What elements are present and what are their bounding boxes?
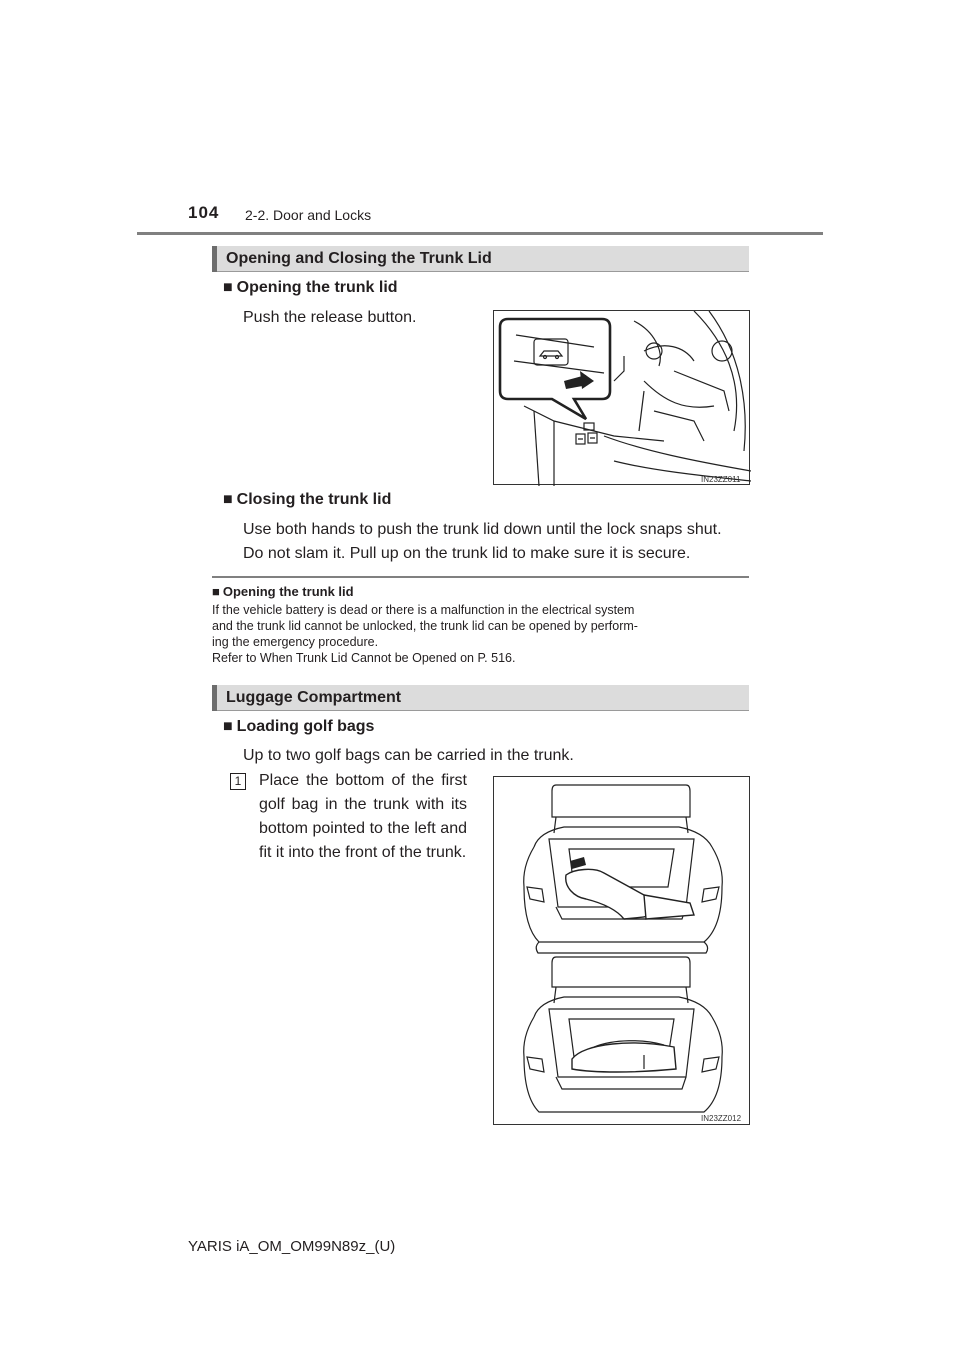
section-bar-trunk-lid: [212, 246, 749, 272]
bullet-square-icon: ■: [223, 279, 233, 296]
figure-code: IN23ZZ012: [701, 1114, 742, 1123]
trunk-golf-bags-illustration: [494, 777, 751, 1126]
note-heading-text: Opening the trunk lid: [222, 584, 354, 599]
note-line: ing the emergency procedure.: [212, 635, 379, 649]
subheading-opening: [223, 279, 398, 297]
closing-instruction-line1: Use both hands to push the trunk lid down until the lock snaps shut.: [243, 521, 722, 538]
golf-bags-intro-text: Up to two golf bags can be carried in the trunk.: [243, 747, 574, 764]
step-text: Place the bottom of the first golf bag in the trunk with its bottom pointed to the left and fit it into the front of the trunk.: [259, 772, 467, 861]
subheading-golf-bags: [223, 718, 374, 736]
opening-instruction: Push the release button.: [243, 309, 417, 326]
section-title: Opening and Closing the Trunk Lid: [226, 250, 492, 267]
bullet-square-icon: ■: [212, 584, 220, 599]
subheading-text: Loading golf bags: [236, 718, 375, 735]
note-heading: [212, 584, 354, 599]
figure-golf-bags: [493, 776, 750, 1125]
figure-code: IN23ZZ011: [701, 475, 741, 484]
note-line: If the vehicle battery is dead or there is a malfunction in the electrical system: [212, 603, 635, 617]
subheading-text: Closing the trunk lid: [236, 491, 392, 508]
page-number: 104: [188, 203, 220, 222]
subheading-closing: [223, 491, 391, 509]
section-bar-luggage: [212, 685, 749, 711]
bullet-square-icon: ■: [223, 491, 233, 508]
section-bar-tab: [212, 685, 217, 711]
chapter-title: 2-2. Door and Locks: [245, 207, 372, 223]
figure-release-button: [493, 310, 750, 485]
subheading-text: Opening the trunk lid: [236, 279, 398, 296]
release-button-illustration: [494, 311, 751, 486]
header-rule: [137, 232, 823, 235]
section-title: Luggage Compartment: [226, 689, 402, 706]
note-line: and the trunk lid cannot be unlocked, the trunk lid can be opened by perform-: [212, 619, 638, 633]
closing-instruction-line2: Do not slam it. Pull up on the trunk lid to make sure it is secure.: [243, 545, 691, 562]
note-body: [212, 602, 749, 666]
note-rule: [212, 576, 749, 578]
section-bar-tab: [212, 246, 217, 272]
note-line: Refer to When Trunk Lid Cannot be Opened on P. 516.: [212, 651, 516, 665]
step-number: 1: [230, 773, 246, 790]
bullet-square-icon: ■: [223, 718, 233, 735]
footer-document-id: YARIS iA_OM_OM99N89z_(U): [188, 1238, 396, 1255]
